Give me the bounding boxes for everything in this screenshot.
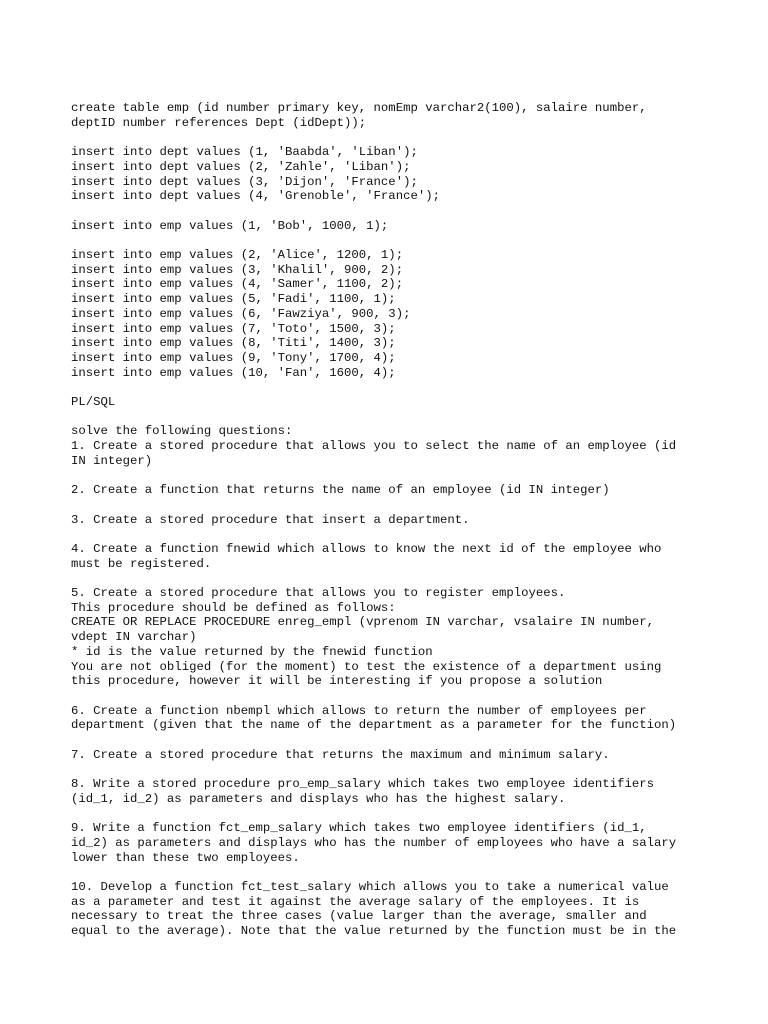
text-line: vdept IN varchar): [71, 630, 197, 645]
question-9: [71, 821, 731, 865]
text-line: must be registered.: [71, 556, 212, 571]
text-line: 1. Create a stored procedure that allows you to select the name of an employee (id: [71, 439, 677, 454]
question-10: [71, 880, 731, 939]
code-line: insert into emp values (4, 'Samer', 1100, 2);: [71, 277, 404, 292]
text-line: (id_1, id_2) as parameters and displays who has the highest salary.: [71, 791, 566, 806]
code-line: insert into emp values (9, 'Tony', 1700, 4);: [71, 350, 396, 365]
code-line: insert into emp values (10, 'Fan', 1600, 4);: [71, 365, 396, 380]
section-title: [71, 395, 731, 410]
question-intro: [71, 424, 731, 468]
code-line: insert into emp values (2, 'Alice', 1200, 1);: [71, 247, 404, 262]
code-line: insert into dept values (1, 'Baabda', 'Liban');: [71, 145, 418, 160]
create-table-statement: [71, 101, 731, 130]
code-line: insert into emp values (3, 'Khalil', 900, 2);: [71, 262, 404, 277]
text-line: department (given that the name of the department as a parameter for the function): [71, 718, 677, 733]
text-line: lower than these two employees.: [71, 850, 300, 865]
code-line: insert into emp values (1, 'Bob', 1000, 1);: [71, 218, 389, 233]
text-line: 4. Create a function fnewid which allows to know the next id of the employee who: [71, 541, 662, 556]
question-2: [71, 483, 731, 498]
question-8: [71, 777, 731, 806]
section-title-text: PL/SQL: [71, 395, 116, 409]
text-line: 10. Develop a function fct_test_salary which allows you to take a numerical value: [71, 880, 669, 895]
question-4: [71, 542, 731, 571]
text-line: * id is the value returned by the fnewid function: [71, 644, 433, 659]
text-line: 7. Create a stored procedure that returns the maximum and minimum salary.: [71, 747, 610, 762]
text-line: You are not obliged (for the moment) to test the existence of a department using: [71, 659, 662, 674]
text-line: 5. Create a stored procedure that allows you to register employees.: [71, 586, 566, 601]
text-line: IN integer): [71, 453, 153, 468]
code-line: deptID number references Dept (idDept));: [71, 115, 367, 130]
dept-inserts: [71, 145, 731, 204]
text-line: 6. Create a function nbempl which allows to return the number of employees per: [71, 703, 647, 718]
text-line: id_2) as parameters and displays who has the number of employees who have a salary: [71, 835, 677, 850]
text-line: solve the following questions:: [71, 424, 293, 439]
text-line: 3. Create a stored procedure that insert a department.: [71, 512, 470, 527]
text-line: necessary to treat the three cases (value larger than the average, smaller and: [71, 909, 647, 924]
text-line: 2. Create a function that returns the name of an employee (id IN integer): [71, 483, 610, 498]
text-line: this procedure, however it will be interesting if you propose a solution: [71, 674, 603, 689]
code-line: insert into dept values (3, 'Dijon', 'France');: [71, 174, 418, 189]
emp-insert-first: [71, 219, 731, 234]
code-line: insert into emp values (8, 'Titi', 1400, 3);: [71, 336, 396, 351]
document-page: [71, 101, 731, 954]
text-line: 9. Write a function fct_emp_salary which takes two employee identifiers (id_1,: [71, 821, 647, 836]
code-line: insert into emp values (7, 'Toto', 1500, 3);: [71, 321, 396, 336]
text-line: as a parameter and test it against the average salary of the employees. It is: [71, 894, 640, 909]
code-line: insert into emp values (5, 'Fadi', 1100, 1);: [71, 292, 396, 307]
question-7: [71, 748, 731, 763]
code-line: create table emp (id number primary key, nomEmp varchar2(100), salaire number,: [71, 101, 647, 115]
emp-inserts: [71, 248, 731, 380]
question-3: [71, 513, 731, 528]
question-5: [71, 586, 731, 689]
code-line: insert into emp values (6, 'Fawziya', 900, 3);: [71, 306, 411, 321]
text-line: CREATE OR REPLACE PROCEDURE enreg_empl (vprenom IN varchar, vsalaire IN number,: [71, 615, 654, 630]
code-line: insert into dept values (4, 'Grenoble', 'France');: [71, 189, 440, 204]
question-6: [71, 704, 731, 733]
text-line: equal to the average). Note that the value returned by the function must be in the: [71, 924, 677, 939]
code-line: insert into dept values (2, 'Zahle', 'Liban');: [71, 159, 411, 174]
text-line: 8. Write a stored procedure pro_emp_salary which takes two employee identifiers: [71, 777, 654, 792]
text-line: This procedure should be defined as follows:: [71, 600, 396, 615]
